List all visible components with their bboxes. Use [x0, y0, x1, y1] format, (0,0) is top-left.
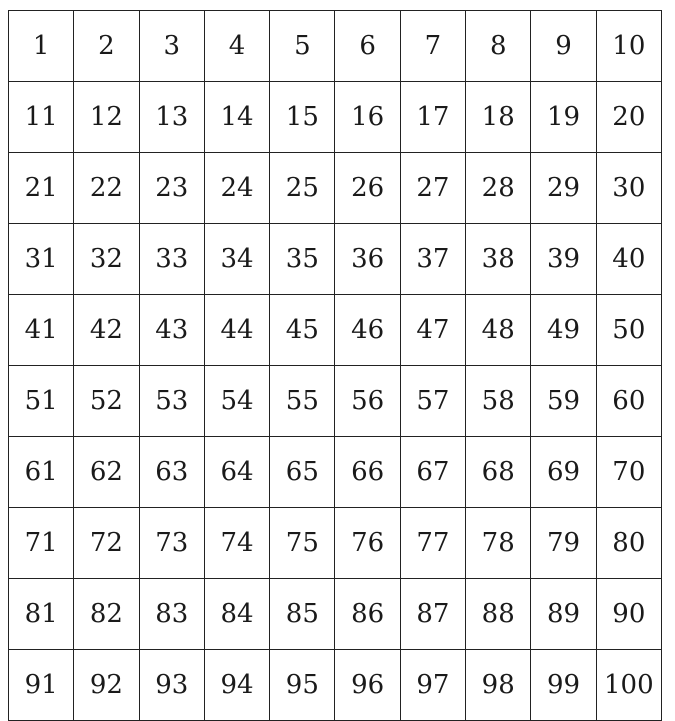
- grid-cell: 6: [335, 11, 400, 82]
- grid-cell: 33: [139, 224, 204, 295]
- grid-cell: 63: [139, 437, 204, 508]
- grid-cell: 74: [204, 508, 269, 579]
- grid-cell: 73: [139, 508, 204, 579]
- grid-cell: 93: [139, 650, 204, 721]
- grid-cell: 30: [596, 153, 661, 224]
- grid-cell: 43: [139, 295, 204, 366]
- grid-cell: 39: [531, 224, 596, 295]
- grid-cell: 35: [270, 224, 335, 295]
- grid-row: [9, 437, 662, 508]
- grid-row: [9, 508, 662, 579]
- grid-cell: 9: [531, 11, 596, 82]
- grid-cell: 83: [139, 579, 204, 650]
- grid-cell: 66: [335, 437, 400, 508]
- grid-cell: 7: [400, 11, 465, 82]
- grid-cell: 59: [531, 366, 596, 437]
- grid-cell: 14: [204, 82, 269, 153]
- grid-cell: 72: [74, 508, 139, 579]
- grid-cell: 18: [466, 82, 531, 153]
- grid-cell: 56: [335, 366, 400, 437]
- grid-cell: 85: [270, 579, 335, 650]
- grid-cell: 36: [335, 224, 400, 295]
- grid-cell: 38: [466, 224, 531, 295]
- hundred-chart: [8, 10, 662, 721]
- grid-cell: 32: [74, 224, 139, 295]
- grid-row: [9, 82, 662, 153]
- grid-cell: 16: [335, 82, 400, 153]
- grid-row: [9, 11, 662, 82]
- grid-cell: 37: [400, 224, 465, 295]
- grid-cell: 42: [74, 295, 139, 366]
- grid-row: [9, 295, 662, 366]
- grid-cell: 91: [9, 650, 74, 721]
- grid-cell: 22: [74, 153, 139, 224]
- grid-cell: 21: [9, 153, 74, 224]
- grid-cell: 51: [9, 366, 74, 437]
- grid-cell: 10: [596, 11, 661, 82]
- grid-cell: 12: [74, 82, 139, 153]
- grid-cell: 88: [466, 579, 531, 650]
- grid-cell: 78: [466, 508, 531, 579]
- grid-cell: 28: [466, 153, 531, 224]
- grid-cell: 47: [400, 295, 465, 366]
- grid-cell: 52: [74, 366, 139, 437]
- grid-cell: 23: [139, 153, 204, 224]
- grid-cell: 34: [204, 224, 269, 295]
- grid-cell: 19: [531, 82, 596, 153]
- grid-cell: 95: [270, 650, 335, 721]
- grid-cell: 62: [74, 437, 139, 508]
- grid-cell: 44: [204, 295, 269, 366]
- grid-cell: 40: [596, 224, 661, 295]
- grid-cell: 87: [400, 579, 465, 650]
- grid-row: [9, 153, 662, 224]
- grid-row: [9, 650, 662, 721]
- grid-cell: 20: [596, 82, 661, 153]
- grid-cell: 81: [9, 579, 74, 650]
- grid-cell: 89: [531, 579, 596, 650]
- grid-cell: 50: [596, 295, 661, 366]
- grid-cell: 15: [270, 82, 335, 153]
- grid-cell: 84: [204, 579, 269, 650]
- grid-cell: 1: [9, 11, 74, 82]
- grid-cell: 57: [400, 366, 465, 437]
- grid-cell: 2: [74, 11, 139, 82]
- grid-cell: 86: [335, 579, 400, 650]
- grid-cell: 61: [9, 437, 74, 508]
- grid-cell: 53: [139, 366, 204, 437]
- grid-cell: 45: [270, 295, 335, 366]
- grid-cell: 67: [400, 437, 465, 508]
- grid-cell: 4: [204, 11, 269, 82]
- grid-cell: 98: [466, 650, 531, 721]
- grid-cell: 41: [9, 295, 74, 366]
- grid-cell: 76: [335, 508, 400, 579]
- grid-cell: 80: [596, 508, 661, 579]
- grid-cell: 69: [531, 437, 596, 508]
- grid-cell: 54: [204, 366, 269, 437]
- grid-cell: 5: [270, 11, 335, 82]
- grid-cell: 11: [9, 82, 74, 153]
- grid-row: [9, 579, 662, 650]
- grid-cell: 17: [400, 82, 465, 153]
- grid-cell: 25: [270, 153, 335, 224]
- grid-cell: 97: [400, 650, 465, 721]
- grid-cell: 31: [9, 224, 74, 295]
- grid-cell: 13: [139, 82, 204, 153]
- grid-cell: 60: [596, 366, 661, 437]
- grid-cell: 48: [466, 295, 531, 366]
- grid-cell: 82: [74, 579, 139, 650]
- grid-row: [9, 224, 662, 295]
- grid-cell: 90: [596, 579, 661, 650]
- grid-cell: 64: [204, 437, 269, 508]
- grid-cell: 100: [596, 650, 661, 721]
- grid-cell: 94: [204, 650, 269, 721]
- grid-cell: 68: [466, 437, 531, 508]
- grid-cell: 3: [139, 11, 204, 82]
- grid-cell: 79: [531, 508, 596, 579]
- grid-cell: 55: [270, 366, 335, 437]
- grid-cell: 77: [400, 508, 465, 579]
- grid-cell: 26: [335, 153, 400, 224]
- grid-row: [9, 366, 662, 437]
- grid-cell: 24: [204, 153, 269, 224]
- hundred-chart-body: [9, 11, 662, 721]
- grid-cell: 96: [335, 650, 400, 721]
- grid-cell: 99: [531, 650, 596, 721]
- grid-cell: 8: [466, 11, 531, 82]
- grid-cell: 27: [400, 153, 465, 224]
- grid-cell: 46: [335, 295, 400, 366]
- grid-cell: 65: [270, 437, 335, 508]
- grid-cell: 58: [466, 366, 531, 437]
- grid-cell: 92: [74, 650, 139, 721]
- grid-cell: 75: [270, 508, 335, 579]
- grid-cell: 70: [596, 437, 661, 508]
- grid-cell: 49: [531, 295, 596, 366]
- grid-cell: 29: [531, 153, 596, 224]
- grid-cell: 71: [9, 508, 74, 579]
